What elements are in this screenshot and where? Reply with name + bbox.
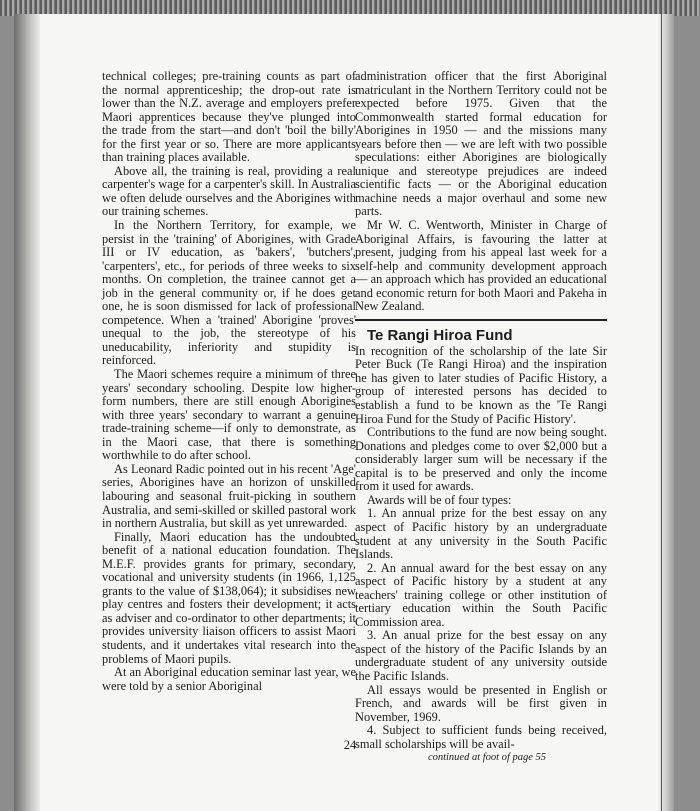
right-paragraph-1: administration officer that the first Aboriginal matriculant in the Northern Territory could not be expected before 1975. Given that the Commonwealth started formal education for Aborigines in 1950 — and the missions many years before then — we are left with two possible speculations: either Aborigines are biologically unique and stereotype prejudices are indeed scientific facts — or the Aboriginal education machine needs a major overhaul and some new parts. <box>355 69 607 219</box>
left-paragraph-6: Finally, Maori education has the undoubted benefit of a national education foundation. The M.E.F. provides grants for primary, secondary, vocational and university students (in 1966, 1,125 grants to the value of $138,064); it subsidises new play centres and fosters their development; it acts as adviser and co-ordinator to other departments; it provides university liaison officers to assist Maori students, and it undertakes vital research into the problems of Maori pupils. <box>102 529 356 666</box>
left-paragraph-5: As Leonard Radic pointed out in his recent 'Age' series, Aborigines have an horizon of unskilled labouring and seasonal fruit-picking in southern Australia, and semi-skilled or skilled pastoral work in northern Australia, but skill as yet unrewarded. <box>102 461 356 531</box>
left-paragraph-4: The Maori schemes require a minimum of three years' secondary schooling. Despite low higher-form numbers, there are still enough Aborigines with three years' secondary to warrant a genuine trade-training scheme—if only to demonstrate, as in the Maori case, that there is something worthwhile to do after school. <box>102 367 356 463</box>
left-paragraph-7: At an Aboriginal education seminar last year, we were told by a senior Aboriginal <box>102 665 356 693</box>
fund-paragraph-2: Contributions to the fund are now being sought. Donations and pledges come to over $2,000 but a considerably larger sum will be necessary if the capital is to be preserved and only the income from it used for awards. <box>355 425 607 494</box>
right-column <box>355 70 607 765</box>
page-right-edge <box>658 14 674 811</box>
left-column <box>102 70 356 693</box>
section-divider <box>355 319 607 321</box>
right-paragraph-2: Mr W. C. Wentworth, Minister in Charge of Aboriginal Affairs, is favouring the latter at present, judging from his appeal last week for a self-help and community development approach — an approach which has provided an educational and economic return for both Maori and Pakeha in New Zealand. <box>355 218 607 314</box>
page-spine-shadow <box>14 14 40 811</box>
fund-paragraph-8: 4. Subject to sufficient funds being received, small scholarships will be avail- <box>355 723 607 751</box>
fund-paragraph-4: 1. An annual prize for the best essay on any aspect of Pacific history by an undergraduate student at any university in the South Pacific Islands. <box>355 506 607 562</box>
fund-paragraph-7: All essays would be presented in English or French, and awards will be first given in November, 1969. <box>355 682 607 724</box>
left-paragraph-3: In the Northern Territory, for example, we persist in the 'training' of Aborigines, with Grade III or IV education, as 'bakers', 'butchers', 'carpenters', etc., for periods of three weeks to six months. On completion, the trainee cannot get a job in the general community or, if he does get one, he is soon dismissed for lack of professional competence. When a 'trained' Aborigine 'proves' unequal to the job, the stereotype of his uneducability, inferiority and stupidity is reinforced. <box>102 218 356 368</box>
section-heading: Te Rangi Hiroa Fund <box>367 326 513 344</box>
fund-paragraph-5: 2. An annual award for the best essay on any aspect of Pacific history by a student at any teachers' training college or other institution of tertiary education within the South Pacific Commission area. <box>355 560 607 629</box>
fund-paragraph-1: In recognition of the scholarship of the late Sir Peter Buck (Te Rangi Hiroa) and the inspiration he has given to later studies of Pacific History, a group of interested persons has decided to establish a fund to be known as the 'Te Rangi Hiroa Fund for the Study of Pacific History'. <box>355 343 607 426</box>
left-paragraph-2: Above all, the training is real, providing a real carpenter's wage for a carpenter's skill. In Australia we often delude ourselves and the Aborigines with our training schemes. <box>102 163 356 219</box>
continued-note: continued at foot of page 55 <box>427 752 547 764</box>
page-number: 24 <box>343 738 357 752</box>
left-paragraph-1: technical colleges; pre-training counts as part of the normal apprenticeship; the drop-out rate is lower than the N.Z. average and employers prefer Maori apprentices because they've plunged into the trade from the start—and don't 'boil the billy' for the first year or so. There are more applicants than training places available. <box>102 69 356 165</box>
fund-paragraph-3: Awards will be of four types: <box>367 492 512 507</box>
fund-paragraph-6: 3. An anual prize for the best essay on any aspect of the history of the Pacific Islands by an undergraduate student of any university outside the Pacific Islands. <box>355 628 607 683</box>
